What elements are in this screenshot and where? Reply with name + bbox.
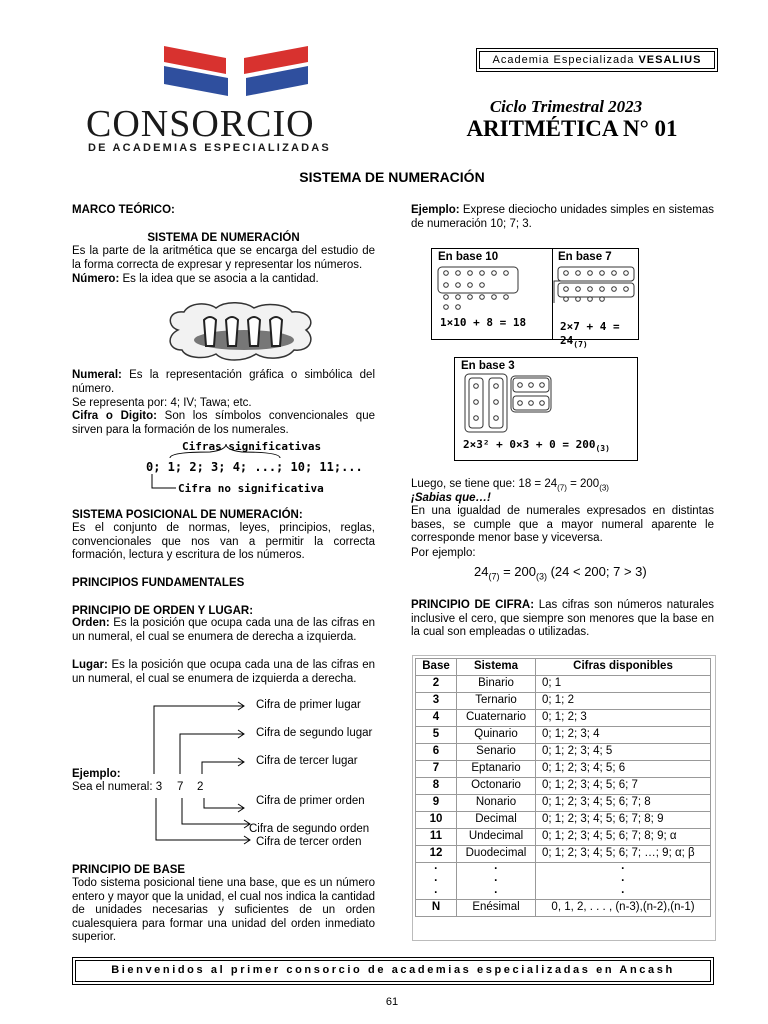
digit-seven: 7 [177, 781, 184, 793]
numero-definition: Número: Es la idea que se asocia a la cantidad. [72, 273, 319, 285]
digits-cell: 0; 1; 2; 3; 4; 5; 6; 7; 8 [536, 795, 711, 812]
system-cell: Quinario [457, 727, 536, 744]
digits-cell: 0; 1; 2; 3; 4 [536, 727, 711, 744]
system-cell: Octonario [457, 778, 536, 795]
base3-box [454, 357, 638, 461]
lugar2-label: Cifra de segundo lugar [256, 727, 373, 739]
table-row [416, 812, 711, 829]
digits-cell: 0; 1; 2; 3; 4; 5; 6; 7; 8; 9; α [536, 829, 711, 846]
bases-10-7-box [431, 248, 639, 349]
base-cell: 3 [416, 693, 457, 710]
cifra-definition: Cifra o Digito: Son los símbolos convencionales que sirven para la formación de los numerales. [72, 410, 375, 436]
base-cell: 4 [416, 710, 457, 727]
base-cell: N [416, 900, 457, 917]
ellipsis-cell: · [416, 875, 457, 887]
base7-equation: $2\times 7 + 4 = 24_{(7)}$ [560, 320, 620, 349]
base-cell: 12 [416, 846, 457, 863]
base10-equation: 1×10 + 8 = 18 [440, 316, 527, 329]
table-row-ellipsis [416, 863, 711, 876]
ellipsis-cell: · [457, 875, 536, 887]
page-title: SISTEMA DE NUMERACIÓN [299, 169, 485, 185]
system-cell: Cuaternario [457, 710, 536, 727]
system-cell: Binario [457, 676, 536, 693]
system-cell: Eptanario [457, 761, 536, 778]
cloud-numbers-image [164, 300, 318, 362]
base10-label: En base 10 [438, 251, 499, 263]
numeral-definition: Numeral: Es la representación gráfica o simbólica del número. [72, 369, 375, 395]
base-cell: 11 [416, 829, 457, 846]
cifras-sequence: 0; 1; 2; 3; 4; ...; 10; 11;... [146, 460, 363, 474]
cycle-label: Ciclo Trimestral 2023 [489, 97, 643, 116]
base7-label: En base 7 [558, 251, 612, 263]
base-cell: 10 [416, 812, 457, 829]
table-row-ellipsis [416, 875, 711, 887]
posicional-definition: Es el conjunto de normas, leyes, principios, reglas, convencionales que nos van a permitir la correcta formación, lectura y escritura de los números. [72, 522, 375, 561]
ellipsis-cell: · [457, 863, 536, 876]
base-cell: 5 [416, 727, 457, 744]
marco-teorico-heading: MARCO TEÓRICO: [72, 204, 175, 216]
table-row [416, 676, 711, 693]
base-heading: PRINCIPIO DE BASE [72, 864, 186, 876]
page-number: 61 [385, 996, 399, 1008]
logo-subtitle: DE ACADEMIAS ESPECIALIZADAS [88, 142, 331, 154]
ellipsis-cell: · [416, 887, 457, 900]
orden-definition: Orden: Es la posición que ocupa cada una de las cifras en un numeral, el cual se enumera de derecha a izquierda. [72, 617, 375, 643]
digits-cell: 0, 1, 2, . . . , (n-3),(n-2),(n-1) [536, 900, 711, 917]
ellipsis-cell: · [536, 887, 711, 900]
sabias-heading: ¡Sabias que…! [411, 492, 491, 504]
sistema-heading: SISTEMA DE NUMERACIÓN [147, 232, 300, 244]
sistema-definition: Es la parte de la aritmética que se encarga del estudio de la forma correcta de expresar y representar los números. [72, 245, 375, 271]
system-cell: Enésimal [457, 900, 536, 917]
numeral-examples: Se representa por: 4; IV; Tawa; etc. [72, 397, 252, 409]
digits-cell: 0; 1 [536, 676, 711, 693]
digits-cell: 0; 1; 2; 3; 4; 5; 6; 7 [536, 778, 711, 795]
table-row-ellipsis [416, 887, 711, 900]
ellipsis-cell: · [416, 863, 457, 876]
lugar1-label: Cifra de primer lugar [256, 699, 361, 711]
footer-text: Bienvenidos al primer consorcio de academias especializadas en Ancash [75, 960, 711, 982]
orden3-label: Cifra de tercer orden [256, 836, 362, 848]
logo-book-icon [162, 44, 312, 102]
system-cell: Senario [457, 744, 536, 761]
system-cell: Decimal [457, 812, 536, 829]
lugar-definition: Lugar: Es la posición que ocupa cada una de las cifras en un numeral, el cual se enumera de izquierda a derecha. [72, 659, 376, 685]
table-header-row [416, 659, 711, 676]
ellipsis-cell: · [536, 863, 711, 876]
digits-cell: 0; 1; 2; 3; 4; 5; 6 [536, 761, 711, 778]
digits-cell: 0; 1; 2; 3; 4; 5; 6; 7; …; 9; α; β [536, 846, 711, 863]
orden-lugar-heading: PRINCIPIO DE ORDEN Y LUGAR: [72, 605, 254, 617]
table-row [416, 795, 711, 812]
cifra-principle: PRINCIPIO DE CIFRA: Las cifras son números naturales inclusive el cero, que siempre son menores que la base en la cual son empleadas o utilizadas. [411, 599, 714, 638]
digits-cell: 0; 1; 2 [536, 693, 711, 710]
ellipsis-cell: · [457, 887, 536, 900]
digits-cell: 0; 1; 2; 3; 4; 5 [536, 744, 711, 761]
orden2-label: Cifra de segundo orden [249, 823, 370, 835]
base-cell: 2 [416, 676, 457, 693]
base-cell: 6 [416, 744, 457, 761]
cifras-significativas-label: Cifras significativas [182, 440, 322, 453]
ejemplo-label-left: Ejemplo: [72, 768, 121, 780]
digit-two: 2 [197, 781, 204, 793]
orden1-label: Cifra de primer orden [256, 795, 365, 807]
luego-line: Luego, se tiene que: $18 = 24_{(7)} = 200_{(3)}$ [411, 478, 609, 493]
table-header: Sistema [457, 659, 536, 676]
system-cell: Undecimal [457, 829, 536, 846]
table-row [416, 710, 711, 727]
table-row [416, 693, 711, 710]
table-header: Cifras disponibles [536, 659, 711, 676]
academy-box [476, 48, 718, 72]
base3-drawing [455, 372, 637, 434]
por-ejemplo-label: Por ejemplo: [411, 547, 476, 559]
table-header: Base [416, 659, 457, 676]
ejemplo-numeral: Sea el numeral: 3 [72, 781, 163, 793]
system-cell: Ternario [457, 693, 536, 710]
table-row [416, 761, 711, 778]
academy-prefix: Academia Especializada [492, 54, 635, 66]
system-cell: Nonario [457, 795, 536, 812]
base-definition: Todo sistema posicional tiene una base, que es un número entero y mayor que la unidad, el cual nos indica la cantidad de unidades necesarias y suficientes de un orden cualesquiera para formar una unidad del orden inmediato superior. [72, 877, 375, 943]
base-cell: 9 [416, 795, 457, 812]
footer-box [72, 957, 714, 985]
principios-heading: PRINCIPIOS FUNDAMENTALES [72, 577, 245, 589]
posicional-heading: SISTEMA POSICIONAL DE NUMERACIÓN: [72, 509, 303, 521]
table-row [416, 744, 711, 761]
ellipsis-cell: · [536, 875, 711, 887]
digits-cell: 0; 1; 2; 3 [536, 710, 711, 727]
table-row [416, 778, 711, 795]
system-cell: Duodecimal [457, 846, 536, 863]
formula: $24_{(7)} = 200_{(3)}$ (24 < 200; 7 > 3) [474, 564, 647, 582]
lugar3-label: Cifra de tercer lugar [256, 755, 358, 767]
base-cell: 7 [416, 761, 457, 778]
course-title: ARITMÉTICA N° 01 [466, 116, 678, 141]
table-row [416, 846, 711, 863]
digits-table [415, 658, 711, 917]
base3-equation: $2\times 3^2 + 0\times 3 + 0 = 200_{(3)}$ [463, 438, 610, 454]
logo-wordmark: CONSORCIO [86, 103, 315, 145]
table-row [416, 727, 711, 744]
table-row [416, 829, 711, 846]
academy-name: VESALIUS [638, 54, 702, 66]
table-row [416, 900, 711, 917]
cifra-no-significativa-label: Cifra no significativa [178, 482, 324, 495]
ejemplo-right: Ejemplo: Exprese dieciocho unidades simples en sistemas de numeración 10; 7; 3. [411, 204, 714, 230]
base3-label: En base 3 [461, 360, 515, 372]
sabias-text: En una igualdad de numerales expresados en distintas bases, se cumple que a mayor numeral aparente le corresponde menor base y viceversa. [411, 505, 714, 544]
base-cell: 8 [416, 778, 457, 795]
digits-cell: 0; 1; 2; 3; 4; 5; 6; 7; 8; 9 [536, 812, 711, 829]
